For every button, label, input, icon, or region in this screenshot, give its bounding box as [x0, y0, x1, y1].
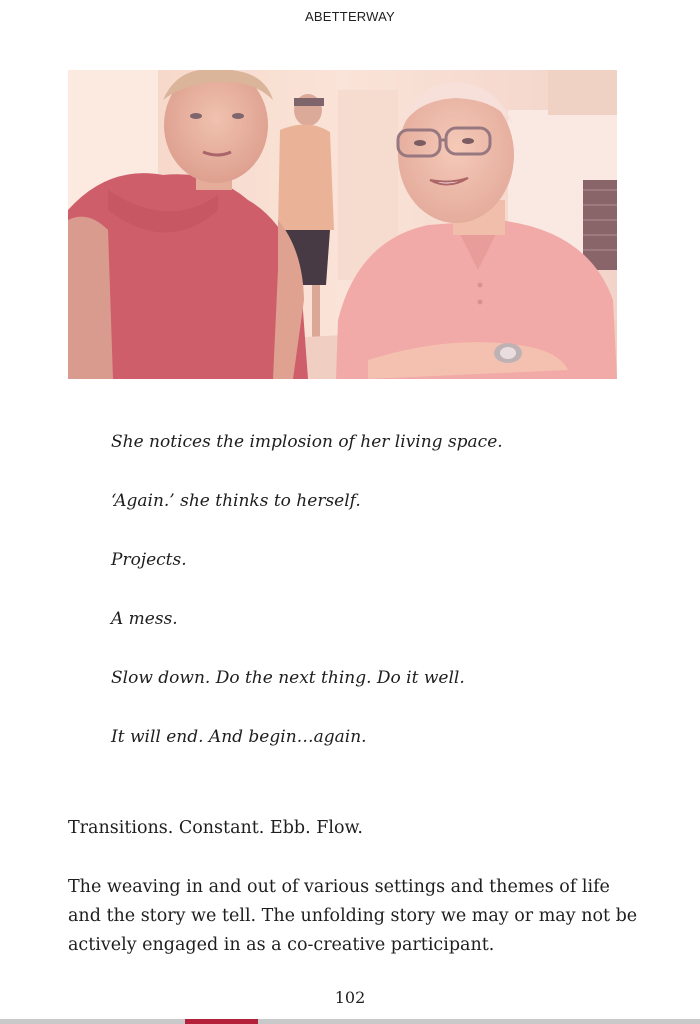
italic-verse-block [111, 430, 631, 784]
verse-line: A mess. [111, 609, 178, 629]
reader-progress-strip [0, 1019, 700, 1024]
body-paragraph-transitions: Transitions. Constant. Ebb. Flow. [68, 818, 363, 838]
verse-line: She notices the implosion of her living space. [111, 432, 503, 452]
page-number: 102 [334, 988, 366, 1007]
verse-line: Slow down. Do the next thing. Do it well. [111, 668, 465, 688]
verse-line: ‘Again.’ she thinks to herself. [111, 491, 361, 511]
progress-strip-highlight [185, 1019, 258, 1024]
verse-line: Projects. [111, 550, 187, 570]
chapter-photo [68, 70, 617, 379]
book-title-header: ABETTERWAY [305, 9, 395, 24]
verse-line: It will end. And begin…again. [111, 727, 367, 747]
body-paragraph-weaving: The weaving in and out of various settings and themes of life and the story we tell. The unfolding story we may or may not be actively engaged in as a co-creative participant. [68, 877, 638, 955]
